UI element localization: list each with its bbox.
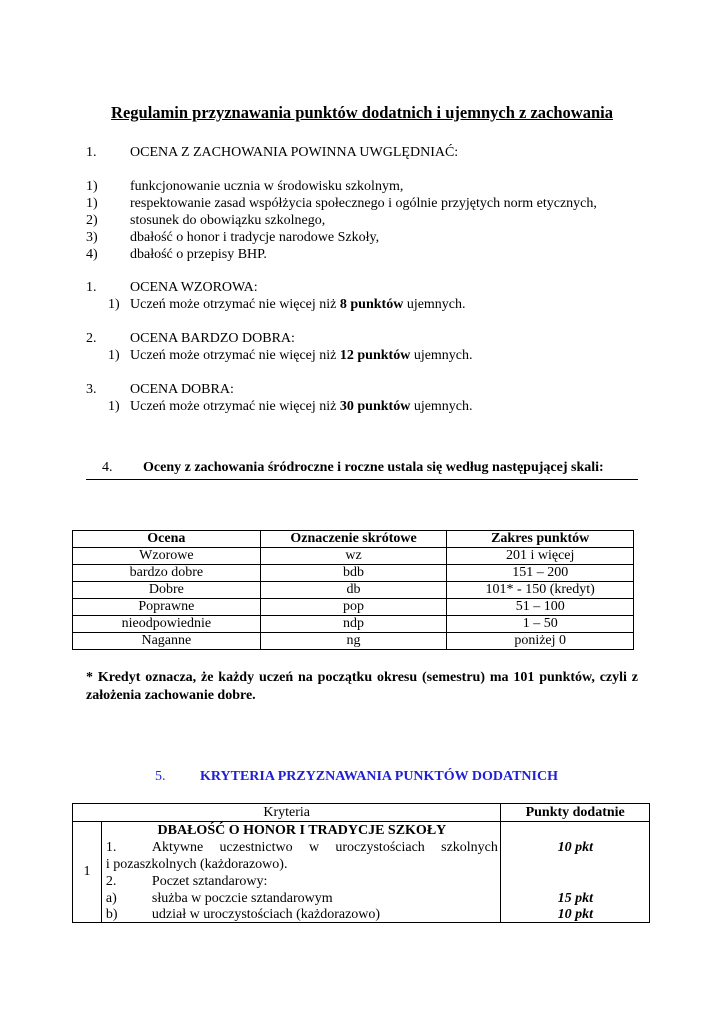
table-row [73,599,634,616]
credit-note: * Kredyt oznacza, że każdy uczeń na początku okresu (semestru) ma 101 punktów, czyli z założenia zachowanie dobre. [86,670,638,703]
table-row [73,616,634,633]
sub-item-text: udział w uroczystościach (każdorazowo) [151,907,381,922]
list-item-number: 1) [86,196,98,211]
grade-limit-rule: Uczeń może otrzymać nie więcej niż 30 punktów ujemnych. [130,399,473,414]
column-header-punkty: Punkty dodatnie [501,804,650,822]
table-cell: db [260,582,447,599]
table-cell: 201 i więcej [447,548,634,565]
sub-item-letter: b) [105,907,118,922]
item-text: Aktywne uczestnictwo w uroczystościach szkolnych [151,840,498,855]
column-header-oznaczenie: Oznaczenie skrótowe [260,531,447,548]
grade-limit-rule: Uczeń może otrzymać nie więcej niż 8 punktów ujemnych. [130,297,466,312]
section4-heading: Oceny z zachowania śródroczne i roczne ustala się według następującej skali: [143,460,604,475]
list-item-text: funkcjonowanie ucznia w środowisku szkolnym, [130,179,404,194]
list-item-text: respektowanie zasad współżycia społecznego i ogólnie przyjętych norm etycznych, [130,196,597,211]
points-cell [501,822,650,923]
grades-scale-table [72,530,634,650]
grade-limit-number: 1. [86,280,97,295]
points-value: 15 pkt [557,891,594,906]
row-index: 1 [73,822,102,923]
grade-limit-rule: Uczeń może otrzymać nie więcej niż 12 punktów ujemnych. [130,348,473,363]
table-cell: ng [260,633,447,650]
grade-limit-number: 3. [86,382,97,397]
sub-item-text: służba w poczcie sztandarowym [151,891,333,906]
table-row [73,548,634,565]
grade-limit-heading: OCENA BARDZO DOBRA: [130,331,295,346]
table-header-row [73,531,634,548]
table-cell: 1 – 50 [447,616,634,633]
table-cell: wz [260,548,447,565]
item-text-continued: i pozaszkolnych (każdorazowo). [105,857,288,872]
criteria-cell [101,822,500,923]
document-title: Regulamin przyznawania punktów dodatnich i ujemnych z zachowania [111,103,613,122]
table-row [73,822,650,923]
list-item-text: stosunek do obowiązku szkolnego, [130,213,326,228]
column-header-kryteria: Kryteria [73,804,501,822]
table-cell: pop [260,599,447,616]
sub-item-letter: a) [105,891,117,906]
grade-limit-sub-number: 1) [108,399,120,414]
criteria-table [72,803,650,923]
table-cell: ndp [260,616,447,633]
item-text: Poczet sztandarowy: [151,874,268,889]
item-number: 2. [105,874,117,889]
table-cell: poniżej 0 [447,633,634,650]
table-row [73,565,634,582]
table-cell: 51 – 100 [447,599,634,616]
group-heading: DBAŁOŚĆ O HONOR I TRADYCJE SZKOŁY [157,823,447,838]
column-header-ocena: Ocena [73,531,261,548]
section4-header [86,457,638,480]
table-cell: Wzorowe [73,548,261,565]
item-number: 1. [105,840,117,855]
list-item-number: 1) [86,179,98,194]
section5-heading: KRYTERIA PRZYZNAWANIA PUNKTÓW DODATNICH [200,769,558,784]
list-item-text: dbałość o przepisy BHP. [130,247,267,262]
grade-limit-sub-number: 1) [108,348,120,363]
section4-number: 4. [102,460,113,475]
table-cell: bardzo dobre [73,565,261,582]
table-cell: 151 – 200 [447,565,634,582]
table-cell: bdb [260,565,447,582]
list-item-number: 4) [86,247,98,262]
table-cell: nieodpowiednie [73,616,261,633]
table-cell: Naganne [73,633,261,650]
section5-number: 5. [155,769,166,784]
table-row [73,633,634,650]
table-cell: 101* - 150 (kredyt) [447,582,634,599]
table-cell: Poprawne [73,599,261,616]
section1-number: 1. [86,145,97,160]
grade-limit-number: 2. [86,331,97,346]
points-value: 10 pkt [557,840,594,855]
section1-heading: OCENA Z ZACHOWANIA POWINNA UWGLĘDNIAĆ: [130,145,459,160]
list-item-text: dbałość o honor i tradycje narodowe Szkoły, [130,230,380,245]
grade-limit-heading: OCENA DOBRA: [130,382,234,397]
list-item-number: 3) [86,230,98,245]
points-value: 10 pkt [557,907,594,922]
table-row [73,582,634,599]
column-header-zakres: Zakres punktów [447,531,634,548]
grade-limit-sub-number: 1) [108,297,120,312]
table-cell: Dobre [73,582,261,599]
grade-limit-heading: OCENA WZOROWA: [130,280,258,295]
table-header-row [73,804,650,822]
list-item-number: 2) [86,213,98,228]
